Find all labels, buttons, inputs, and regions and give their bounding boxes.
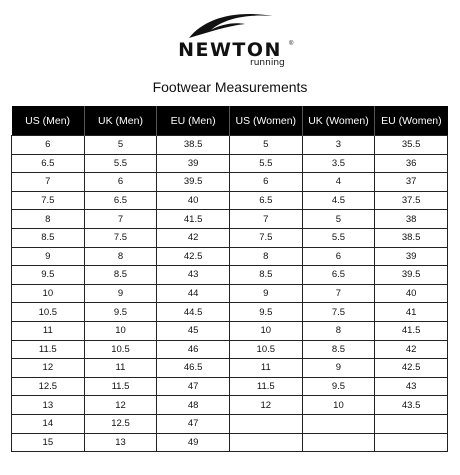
- header-eu-women: EU (Women): [375, 106, 448, 136]
- cell-eu-men: 42.5: [157, 247, 230, 266]
- cell-us-men: 9: [12, 247, 85, 266]
- cell-eu-men: 42: [157, 228, 230, 247]
- cell-eu-men: 39.5: [157, 173, 230, 192]
- cell-us-women: 11.5: [229, 377, 302, 396]
- table-row: [12, 321, 448, 340]
- cell-uk-women: 6.5: [302, 266, 375, 285]
- cell-uk-men: 7: [84, 210, 157, 229]
- cell-eu-men: 47: [157, 377, 230, 396]
- cell-uk-women: [302, 433, 375, 452]
- cell-uk-men: 9: [84, 284, 157, 303]
- newton-logo: [0, 0, 460, 72]
- cell-uk-women: 5.5: [302, 228, 375, 247]
- cell-eu-women: 37.5: [375, 191, 448, 210]
- cell-eu-women: 41.5: [375, 321, 448, 340]
- cell-uk-women: 3: [302, 136, 375, 155]
- cell-us-men: 11: [12, 321, 85, 340]
- cell-us-men: 14: [12, 414, 85, 433]
- cell-eu-women: 40: [375, 284, 448, 303]
- cell-us-women: 8.5: [229, 266, 302, 285]
- cell-uk-men: 11: [84, 359, 157, 378]
- cell-eu-men: 44.5: [157, 303, 230, 322]
- cell-us-women: 12: [229, 396, 302, 415]
- cell-eu-women: 43: [375, 377, 448, 396]
- table-row: [12, 396, 448, 415]
- cell-uk-women: 6: [302, 247, 375, 266]
- cell-uk-women: 9: [302, 359, 375, 378]
- cell-uk-women: 8.5: [302, 340, 375, 359]
- cell-eu-men: 38.5: [157, 136, 230, 155]
- cell-us-men: 15: [12, 433, 85, 452]
- cell-uk-men: 8.5: [84, 266, 157, 285]
- cell-us-women: 8: [229, 247, 302, 266]
- cell-us-women: 10.5: [229, 340, 302, 359]
- cell-us-men: 6: [12, 136, 85, 155]
- cell-us-women: [229, 414, 302, 433]
- cell-us-women: 7: [229, 210, 302, 229]
- cell-us-men: 7.5: [12, 191, 85, 210]
- table-row: [12, 359, 448, 378]
- cell-uk-women: 7: [302, 284, 375, 303]
- cell-uk-women: 4.5: [302, 191, 375, 210]
- registered-mark: ®: [289, 41, 294, 47]
- cell-uk-men: 12.5: [84, 414, 157, 433]
- cell-us-women: 5: [229, 136, 302, 155]
- cell-eu-men: 40: [157, 191, 230, 210]
- cell-uk-women: 9.5: [302, 377, 375, 396]
- cell-us-women: 6: [229, 173, 302, 192]
- cell-eu-women: 41: [375, 303, 448, 322]
- table-body: [12, 136, 448, 452]
- cell-us-men: 10: [12, 284, 85, 303]
- cell-uk-men: 11.5: [84, 377, 157, 396]
- cell-eu-men: 46: [157, 340, 230, 359]
- cell-uk-men: 9.5: [84, 303, 157, 322]
- cell-uk-women: 4: [302, 173, 375, 192]
- brand-name: NEWTON: [178, 39, 282, 61]
- table-row: [12, 303, 448, 322]
- cell-us-women: 9: [229, 284, 302, 303]
- cell-eu-men: 39: [157, 154, 230, 173]
- cell-us-men: 12: [12, 359, 85, 378]
- cell-eu-women: 38: [375, 210, 448, 229]
- cell-eu-men: 41.5: [157, 210, 230, 229]
- cell-eu-women: [375, 433, 448, 452]
- cell-us-men: 10.5: [12, 303, 85, 322]
- cell-us-women: 5.5: [229, 154, 302, 173]
- cell-eu-men: 44: [157, 284, 230, 303]
- cell-us-men: 8: [12, 210, 85, 229]
- cell-uk-men: 10.5: [84, 340, 157, 359]
- header-eu-men: EU (Men): [157, 106, 230, 136]
- table-row: [12, 433, 448, 452]
- cell-uk-women: 8: [302, 321, 375, 340]
- cell-uk-men: 8: [84, 247, 157, 266]
- table-row: [12, 284, 448, 303]
- cell-us-men: 12.5: [12, 377, 85, 396]
- cell-uk-men: 6.5: [84, 191, 157, 210]
- cell-eu-women: 39: [375, 247, 448, 266]
- cell-us-men: 8.5: [12, 228, 85, 247]
- cell-eu-women: 35.5: [375, 136, 448, 155]
- cell-us-women: 9.5: [229, 303, 302, 322]
- cell-uk-women: 5: [302, 210, 375, 229]
- table-row: [12, 266, 448, 285]
- cell-uk-men: 6: [84, 173, 157, 192]
- cell-us-women: 10: [229, 321, 302, 340]
- cell-uk-women: 3.5: [302, 154, 375, 173]
- table-row: [12, 340, 448, 359]
- cell-eu-women: 37: [375, 173, 448, 192]
- cell-eu-women: 39.5: [375, 266, 448, 285]
- table-row: [12, 136, 448, 155]
- cell-uk-men: 5: [84, 136, 157, 155]
- cell-uk-men: 13: [84, 433, 157, 452]
- table-row: [12, 377, 448, 396]
- cell-uk-women: 7.5: [302, 303, 375, 322]
- table-row: [12, 414, 448, 433]
- cell-eu-women: 36: [375, 154, 448, 173]
- header-uk-women: UK (Women): [302, 106, 375, 136]
- cell-us-women: 7.5: [229, 228, 302, 247]
- cell-uk-women: [302, 414, 375, 433]
- table-row: [12, 210, 448, 229]
- cell-eu-women: 38.5: [375, 228, 448, 247]
- newton-swoosh-icon: [187, 8, 277, 40]
- table-row: [12, 228, 448, 247]
- cell-eu-women: 43.5: [375, 396, 448, 415]
- table-row: [12, 247, 448, 266]
- cell-eu-women: 42: [375, 340, 448, 359]
- table-header-row: [12, 106, 448, 136]
- table-row: [12, 154, 448, 173]
- table-row: [12, 173, 448, 192]
- cell-us-men: 11.5: [12, 340, 85, 359]
- cell-uk-women: 10: [302, 396, 375, 415]
- cell-us-women: 11: [229, 359, 302, 378]
- cell-us-men: 6.5: [12, 154, 85, 173]
- cell-eu-men: 49: [157, 433, 230, 452]
- table-row: [12, 191, 448, 210]
- size-conversion-table: [11, 106, 448, 452]
- cell-eu-women: [375, 414, 448, 433]
- cell-eu-men: 45: [157, 321, 230, 340]
- cell-eu-men: 48: [157, 396, 230, 415]
- header-us-women: US (Women): [229, 106, 302, 136]
- cell-eu-men: 43: [157, 266, 230, 285]
- cell-eu-men: 46.5: [157, 359, 230, 378]
- cell-uk-men: 10: [84, 321, 157, 340]
- cell-uk-men: 12: [84, 396, 157, 415]
- cell-us-men: 9.5: [12, 266, 85, 285]
- cell-us-men: 7: [12, 173, 85, 192]
- cell-us-men: 13: [12, 396, 85, 415]
- header-us-men: US (Men): [12, 106, 85, 136]
- cell-uk-men: 7.5: [84, 228, 157, 247]
- cell-eu-men: 47: [157, 414, 230, 433]
- header-uk-men: UK (Men): [84, 106, 157, 136]
- cell-us-women: [229, 433, 302, 452]
- page-title: Footwear Measurements: [152, 79, 308, 95]
- brand-tagline: running: [250, 58, 285, 68]
- cell-eu-women: 42.5: [375, 359, 448, 378]
- cell-us-women: 6.5: [229, 191, 302, 210]
- cell-uk-men: 5.5: [84, 154, 157, 173]
